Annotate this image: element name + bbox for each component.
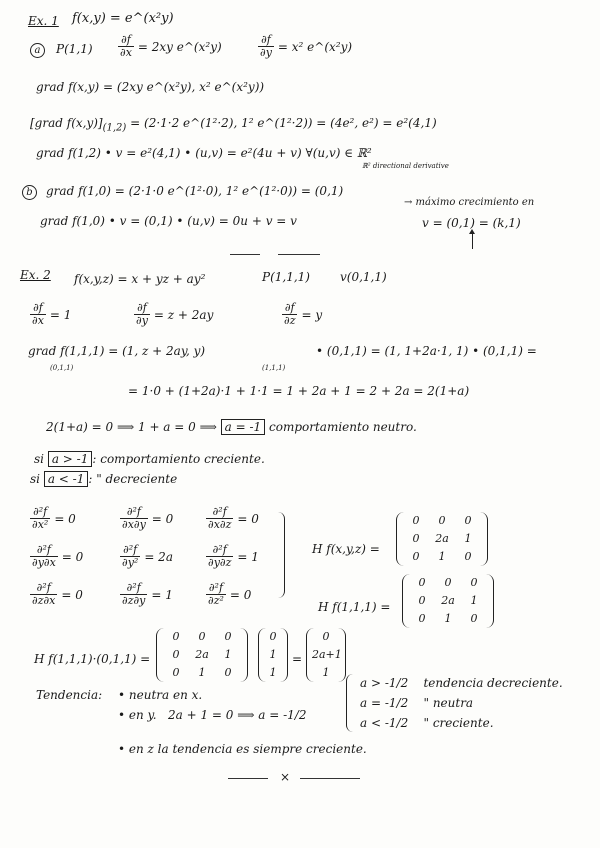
ex2-gradient-dot-1: grad f(1,1,1) = (1, z + 2ay, y) [28,344,206,358]
result-vector [306,628,346,682]
exercise-1-label: Ex. 1 [28,14,59,28]
end-mark: × [280,770,291,784]
arrow-up-icon [472,233,473,249]
matrix-cell: 0 [198,630,206,643]
matrix-cell: 0 [172,666,180,679]
matrix-cell: 0 [444,576,452,589]
matrix-cell: 0 [172,648,180,661]
ex1-b-note-1: → máximo crecimiento en [404,197,535,208]
tendency-option: a < -1/2 " creciente. [360,716,494,730]
ex2-dfdx: $\frac{\partial f}{\partial x}$ = 1 [32,301,72,327]
second-derivative: $\frac{\text{∂²f}}{\partial z\partial x}$ = 0 [32,581,83,607]
ex1-function: f(x,y) = e^(x²y) [72,11,174,26]
matrix-cell: 0 [224,666,232,679]
matrix-cell: 1 [322,666,330,679]
tendency-option: a > -1/2 tendencia decreciente. [360,676,563,690]
ex1-b-note-2: v = (0,1) = (k,1) [422,216,521,230]
part-a-marker: a [30,43,45,58]
matrix-cell: 2a [435,532,449,545]
second-derivative: $\frac{\text{∂²f}}{\partial x\partial y}$ = 0 [122,505,174,531]
ex2-dfdy: $\frac{\partial f}{\partial y}$ = z + 2ay [136,301,214,327]
hessian-label: H f(x,y,z) = [312,542,380,556]
ex1-gradient: grad f(x,y) = (2xy e^(x²y), x² e^(x²y)) [36,80,265,94]
ex2-gradient-dot-3: = 1·0 + (1+2a)·1 + 1·1 = 1 + 2a + 1 = 2 + 2a = 2(1+a) [128,384,470,398]
ex2-point: P(1,1,1) [262,270,310,284]
separator-dash [278,254,320,255]
matrix-cell: 0 [464,514,472,527]
matrix-cell: 1 [224,648,232,661]
tendency-x: • neutra en x. [118,688,203,702]
equals-sign: = [292,652,303,666]
matrix-cell: 0 [412,514,420,527]
ex1-dfdy: $\frac{\partial f}{\partial y}$ = x² e^(x²y) [260,33,353,59]
left-brace [346,674,353,732]
ex2-function: f(x,y,z) = x + yz + ay² [74,272,206,286]
tendency-option: a = -1/2 " neutra [360,696,474,710]
direction-vector [258,628,288,682]
tendency-label: Tendencia: [36,688,103,702]
matrix-cell: 0 [418,594,426,607]
matrix-cell: 1 [470,594,478,607]
ex1-note: ℝ² directional derivative [362,162,449,170]
ex2-gradient-dot-2: • (0,1,1) = (1, 1+2a·1, 1) • (0,1,1) = [316,344,537,358]
ex2-dfdz: $\frac{\partial f}{\partial z}$ = y [284,301,323,327]
matrix-cell: 0 [470,612,478,625]
matrix-cell: 1 [198,666,206,679]
matrix-cell: 1 [269,666,277,679]
ex2-condition: 2(1+a) = 0 ⟹ 1 + a = 0 ⟹ a = -1 comportamiento neutro. [46,420,417,434]
matrix-cell: 2a [441,594,455,607]
matrix-cell: 1 [269,648,277,661]
end-dash [228,778,268,779]
hessian-at-point-label: H f(1,1,1) = [318,600,391,614]
tendency-z: • en z la tendencia es siempre creciente. [118,742,367,756]
second-derivative: $\frac{\text{∂²f}}{\partial y\partial z}$ = 1 [208,543,259,569]
ex2-grad-subscript-2: (1,1,1) [262,364,286,372]
ex2-case-decreasing: si a < -1 : " decreciente [30,472,178,486]
matrix-cell: 0 [172,630,180,643]
tendency-y: • en y. 2a + 1 = 0 ⟹ a = -1/2 [118,708,307,722]
exercise-2-label: Ex. 2 [20,268,51,282]
matrix-cell: 0 [412,532,420,545]
matrix-cell: 1 [444,612,452,625]
ex1-gradient-at-point: [grad $f(x,y)]_{(1,2)} = (2\cdot 1\cdot 2$ e^(1²·2), 1² e^(1²·2)) = (4e², e²) = e²(4,1) [30,116,437,134]
second-derivative: $\frac{\text{∂²f}}{\partial z\partial y}$ = 1 [122,581,173,607]
matrix-cell: 2a+1 [312,648,342,661]
matrix-cell: 1 [438,550,446,563]
matrix-cell: 0 [470,576,478,589]
matrix-cell: 0 [464,550,472,563]
part-b-marker: b [22,185,37,200]
ex2-case-increasing: si a > -1 : comportamiento creciente. [34,452,265,466]
second-derivative: $\frac{\text{∂²f}}{\text{∂z²}}$ = 0 [208,581,252,607]
matrix-cell: 2a [195,648,209,661]
second-derivative: $\frac{\text{∂²f}}{\text{∂x²}}$ = 0 [32,505,76,531]
matrix-cell: 0 [418,576,426,589]
matrix-cell: 0 [418,612,426,625]
second-derivative: $\frac{\text{∂²f}}{\text{∂y²}}$ = 2a [122,543,173,569]
ex1-b-gradient: grad f(1,0) = (2·1·0 e^(1²·0), 1² e^(1²·0)) = (0,1) [46,184,344,198]
second-derivative: $\frac{\text{∂²f}}{\partial y\partial x}$ = 0 [32,543,84,569]
ex1-part-b [22,184,37,200]
ex1-point: P(1,1) [56,42,93,56]
matrix-cell: 0 [438,514,446,527]
matrix-cell: 0 [224,630,232,643]
ex1-dfdx: $\frac{\partial f}{\partial x}$ = 2xy e^(x²y) [120,33,222,59]
ex1-directional-derivative: grad f(1,2) • v = e²(4,1) • (u,v) = e²(4u + v) ∀(u,v) ∈ ℝ² [36,146,372,160]
second-derivative: $\frac{\text{∂²f}}{\partial x\partial z}$ = 0 [208,505,259,531]
hessian-product-matrix [156,628,248,682]
hessian-at-point-matrix [402,574,494,628]
separator-dash [230,254,260,255]
matrix-cell: 0 [269,630,277,643]
ex1-b-directional: grad f(1,0) • v = (0,1) • (u,v) = 0u + v = v [40,214,297,228]
hessian-matrix [396,512,488,566]
hessian-product-label: H f(1,1,1)·(0,1,1) = [34,652,151,666]
matrix-cell: 0 [412,550,420,563]
ex2-grad-subscript-1: (0,1,1) [50,364,74,372]
right-brace [278,512,285,598]
matrix-cell: 1 [464,532,472,545]
matrix-cell: 0 [322,630,330,643]
end-dash [300,778,360,779]
ex2-vector: v(0,1,1) [340,270,387,284]
ex1-part-a [30,42,45,58]
